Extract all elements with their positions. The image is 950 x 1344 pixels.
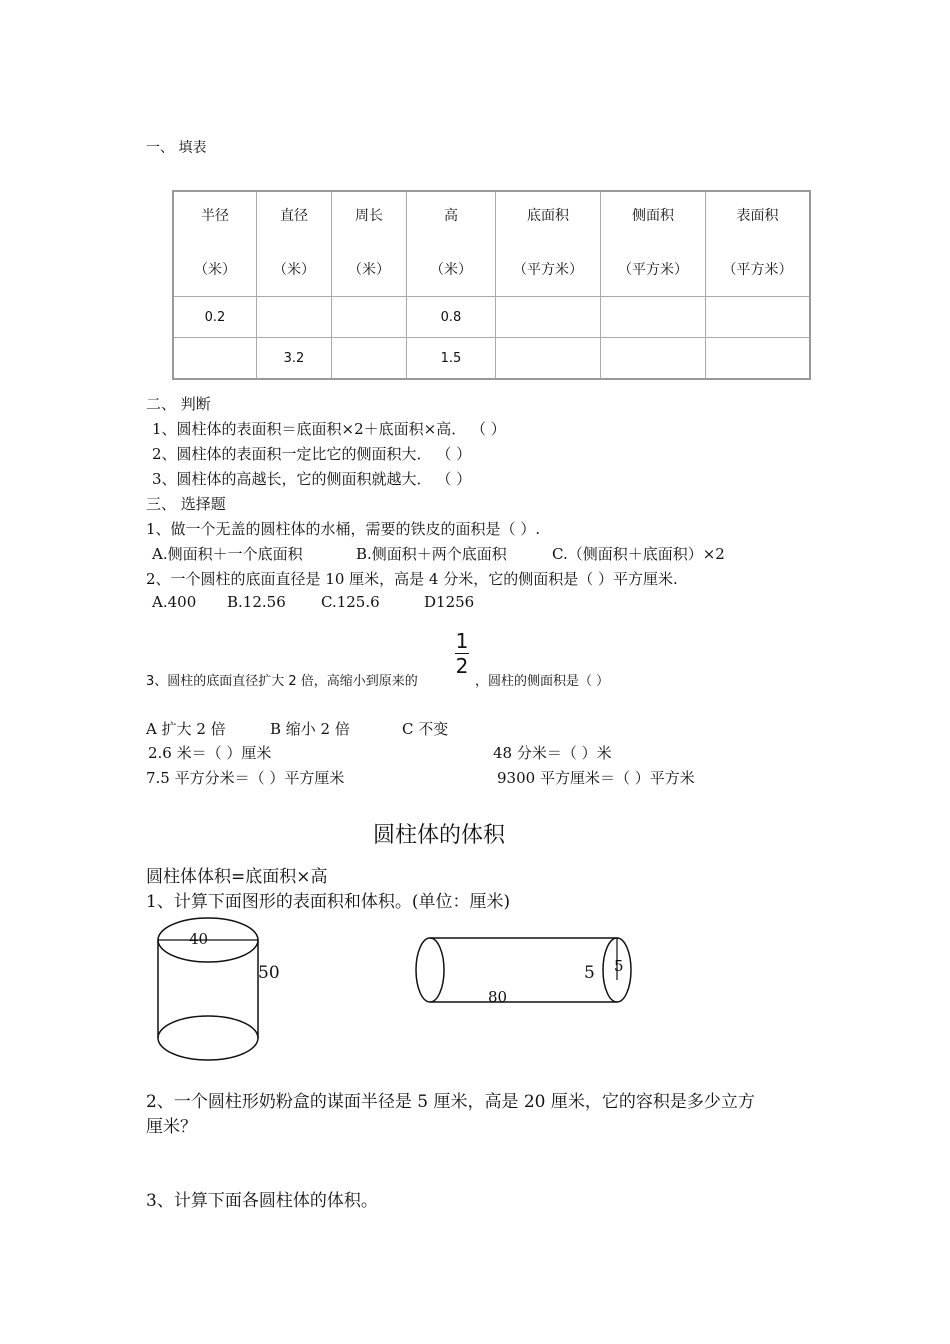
conversion-item: 9300 平方厘米＝（ ）平方米 [497,769,695,787]
header-cell: 底面积 （平方米） [496,191,601,297]
choice-option: A.400 [152,593,197,611]
choice-q2: 2、一个圆柱的底面直径是 10 厘米，高是 4 分米，它的侧面积是（ ）平方厘米. [146,570,678,588]
volume-q3: 3、计算下面各圆柱体的体积。 [146,1191,378,1211]
table-cell[interactable]: 0.2 [173,297,257,338]
table-cell[interactable] [601,297,706,338]
header-cell: 表面积 （平方米） [706,191,811,297]
cylinder-height-label: 50 [258,963,280,983]
judge-item: 1、圆柱体的表面积＝底面积×2＋底面积×高． （ ） [152,420,506,438]
page-title: 圆柱体的体积 [373,823,506,848]
choice-option: A.侧面积＋一个底面积 [152,545,303,563]
table-cell[interactable] [706,297,811,338]
choice-option: B.侧面积＋两个底面积 [356,545,507,563]
judge-item: 3、圆柱体的高越长，它的侧面积就越大． （ ） [152,470,472,488]
table-cell[interactable] [332,338,407,380]
table-cell[interactable]: 1.5 [407,338,496,380]
horizontal-cylinder-figure [410,934,635,1006]
choice-option: D1256 [424,593,475,611]
choice-q3-after: ，圆柱的侧面积是（ ） [475,674,610,689]
header-cell: 直径 （米） [257,191,332,297]
table-row [173,297,810,338]
table-cell[interactable] [332,297,407,338]
table-cell[interactable] [601,338,706,380]
choice-option: A 扩大 2 倍 [146,720,226,738]
table-cell[interactable] [706,338,811,380]
volume-formula: 圆柱体体积=底面积×高 [146,867,328,887]
table-header-row [173,191,810,297]
cylinder-diameter-label: 40 [189,930,209,948]
choice-option: C.125.6 [321,593,380,611]
cylinder-end-label: 5 [614,957,624,975]
volume-q2-line2: 厘米？ [146,1117,197,1137]
section1-heading: 一、 填表 [146,140,207,156]
fraction-one-half [453,630,471,677]
table-cell[interactable] [257,297,332,338]
table-cell[interactable] [496,297,601,338]
choice-option: C 不变 [402,720,449,738]
upright-cylinder-figure [150,914,275,1069]
header-cell: 侧面积 （平方米） [601,191,706,297]
conversion-item: 7.5 平方分米＝（ ）平方厘米 [146,769,345,787]
volume-q1: 1、计算下面图形的表面积和体积。(单位：厘米) [146,892,511,912]
table-cell[interactable]: 0.8 [407,297,496,338]
section3-heading: 三、 选择题 [146,495,226,513]
choice-q3-before: 3、圆柱的底面直径扩大 2 倍，高缩小到原来的 [146,674,418,689]
table-cell[interactable]: 3.2 [257,338,332,380]
choice-option: B 缩小 2 倍 [270,720,350,738]
fraction-denominator: 2 [455,654,469,678]
table-cell[interactable] [496,338,601,380]
header-cell: 高 （米） [407,191,496,297]
conversion-item: 2.6 米＝（ ）厘米 [148,744,272,762]
fill-table [172,190,811,380]
cylinder-inner-label: 5 [584,963,595,983]
choice-q1: 1、做一个无盖的圆柱体的水桶，需要的铁皮的面积是（ ）. [146,520,541,538]
section2-heading: 二、 判断 [146,395,211,413]
header-cell: 周长 （米） [332,191,407,297]
cylinder-length-label: 80 [488,988,508,1006]
choice-option: C.（侧面积＋底面积）×2 [552,545,725,563]
header-cell: 半径 （米） [173,191,257,297]
judge-item: 2、圆柱体的表面积一定比它的侧面积大． （ ） [152,445,472,463]
fraction-numerator: 1 [455,629,469,653]
table-cell[interactable] [173,338,257,380]
choice-option: B.12.56 [227,593,286,611]
table-row [173,338,810,380]
volume-q2-line1: 2、一个圆柱形奶粉盒的谋面半径是 5 厘米，高是 20 厘米，它的容积是多少立方 [146,1092,755,1112]
conversion-item: 48 分米＝（ ）米 [493,744,612,762]
